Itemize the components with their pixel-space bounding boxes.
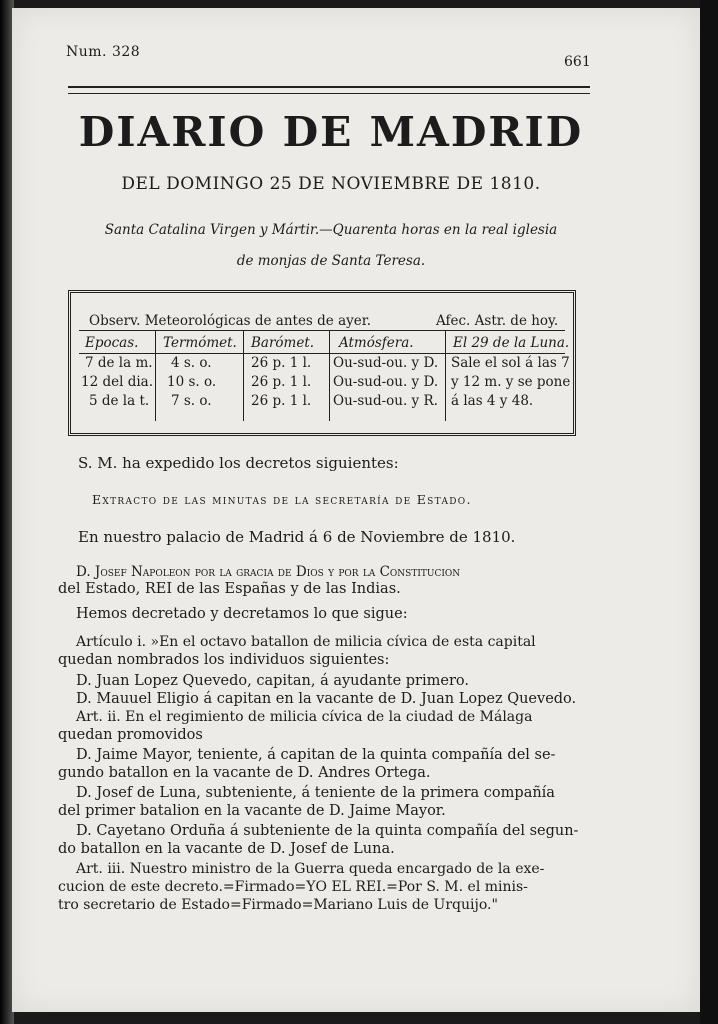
body-line: Art. ii. En el regimiento de milicia cívica de la ciudad de Málaga (76, 709, 533, 725)
body-line: D. Cayetano Orduña á subteniente de la quinta compañía del segun- (76, 823, 579, 839)
body-line: D. Josef de Luna, subteniente, á teniente de la primera compañía (76, 785, 555, 801)
body-line: quedan promovidos (58, 727, 203, 743)
table-cell: Ou-sud-ou. y R. (333, 393, 438, 409)
body-line: D. Mauuel Eligio á capitan en la vacante de D. Juan Lopez Quevedo. (76, 691, 577, 707)
col-header-epochs: Epocas. (85, 335, 139, 351)
body-line: del Estado, REI de las Españas y de las Indias. (58, 581, 401, 597)
body-line: D. Josef Napoleon por la gracia de Dios y por la Constitucion (76, 564, 461, 580)
table-cell: 7 de la m. (85, 355, 153, 371)
table-cell: 26 p. 1 l. (251, 393, 312, 409)
table-cell: 4 s. o. (171, 355, 212, 371)
table-rule (79, 330, 565, 331)
table-cell: 5 de la t. (89, 393, 150, 409)
column-divider (155, 331, 156, 421)
column-divider (445, 331, 446, 421)
weather-table (68, 290, 576, 436)
body-line: D. Jaime Mayor, teniente, á capitan de la quinta compañía del se- (76, 747, 556, 763)
body-line: Art. iii. Nuestro ministro de la Guerra queda encargado de la exe- (76, 861, 545, 877)
table-cell: 26 p. 1 l. (251, 374, 312, 390)
saint-line: de monjas de Santa Teresa. (236, 253, 426, 269)
body-line: cucion de este decreto.=Firmado=YO EL REI.=Por S. M. el minis- (58, 879, 528, 895)
saint-line: Santa Catalina Virgen y Mártir.—Quarenta horas en la real iglesia (104, 222, 558, 238)
palace-line: En nuestro palacio de Madrid á 6 de Noviembre de 1810. (78, 528, 516, 546)
col-header-moon: El 29 de la Luna. (453, 335, 570, 351)
table-cell: 10 s. o. (167, 374, 217, 390)
table-cell: Sale el sol á las 7 (451, 355, 570, 371)
col-header-barometer: Barómet. (251, 335, 315, 351)
body-line: gundo batallon en la vacante de D. Andres Ortega. (58, 765, 431, 781)
body-line: do batallon en la vacante de D. Josef de Luna. (58, 841, 395, 857)
column-divider (243, 331, 244, 421)
table-cell: á las 4 y 48. (451, 393, 534, 409)
body-line: quedan nombrados los individuos siguientes: (58, 652, 390, 668)
table-rule (79, 353, 565, 354)
issue-date: DEL DOMINGO 25 DE NOVIEMBRE DE 1810. (121, 174, 541, 194)
column-divider (329, 331, 330, 421)
body-line: tro secretario de Estado=Firmado=Mariano Luis de Urquijo." (58, 897, 498, 913)
header-rule (68, 86, 590, 94)
masthead: DIARIO DE MADRID (78, 108, 584, 156)
intro-text: S. M. ha expedido los decretos siguientes: (78, 454, 399, 472)
body-line: Artículo i. »En el octavo batallon de milicia cívica de esta capital (76, 634, 536, 650)
table-cell: 7 s. o. (171, 393, 212, 409)
table-cell: y 12 m. y se pone (451, 374, 571, 390)
page-number: 661 (564, 54, 591, 70)
body-line: Hemos decretado y decretamos lo que sigue: (76, 606, 408, 622)
col-header-atmosphere: Atmósfera. (339, 335, 414, 351)
extract-heading: Extracto de las minutas de la secretaría de Estado. (92, 492, 472, 507)
issue-number: Num. 328 (66, 44, 141, 60)
col-header-thermometer: Termómet. (163, 335, 237, 351)
table-cell: 26 p. 1 l. (251, 355, 312, 371)
body-line: D. Juan Lopez Quevedo, capitan, á ayudante primero. (76, 673, 469, 689)
table-cell: Ou-sud-ou. y D. (333, 374, 439, 390)
table-cell: 12 del dia. (81, 374, 154, 390)
table-cell: Ou-sud-ou. y D. (333, 355, 439, 371)
astro-title: Afec. Astr. de hoy. (436, 313, 559, 329)
scan-border (700, 0, 718, 1024)
body-line: del primer batalion en la vacante de D. Jaime Mayor. (58, 803, 446, 819)
weather-title: Observ. Meteorológicas de antes de ayer. (89, 313, 372, 329)
